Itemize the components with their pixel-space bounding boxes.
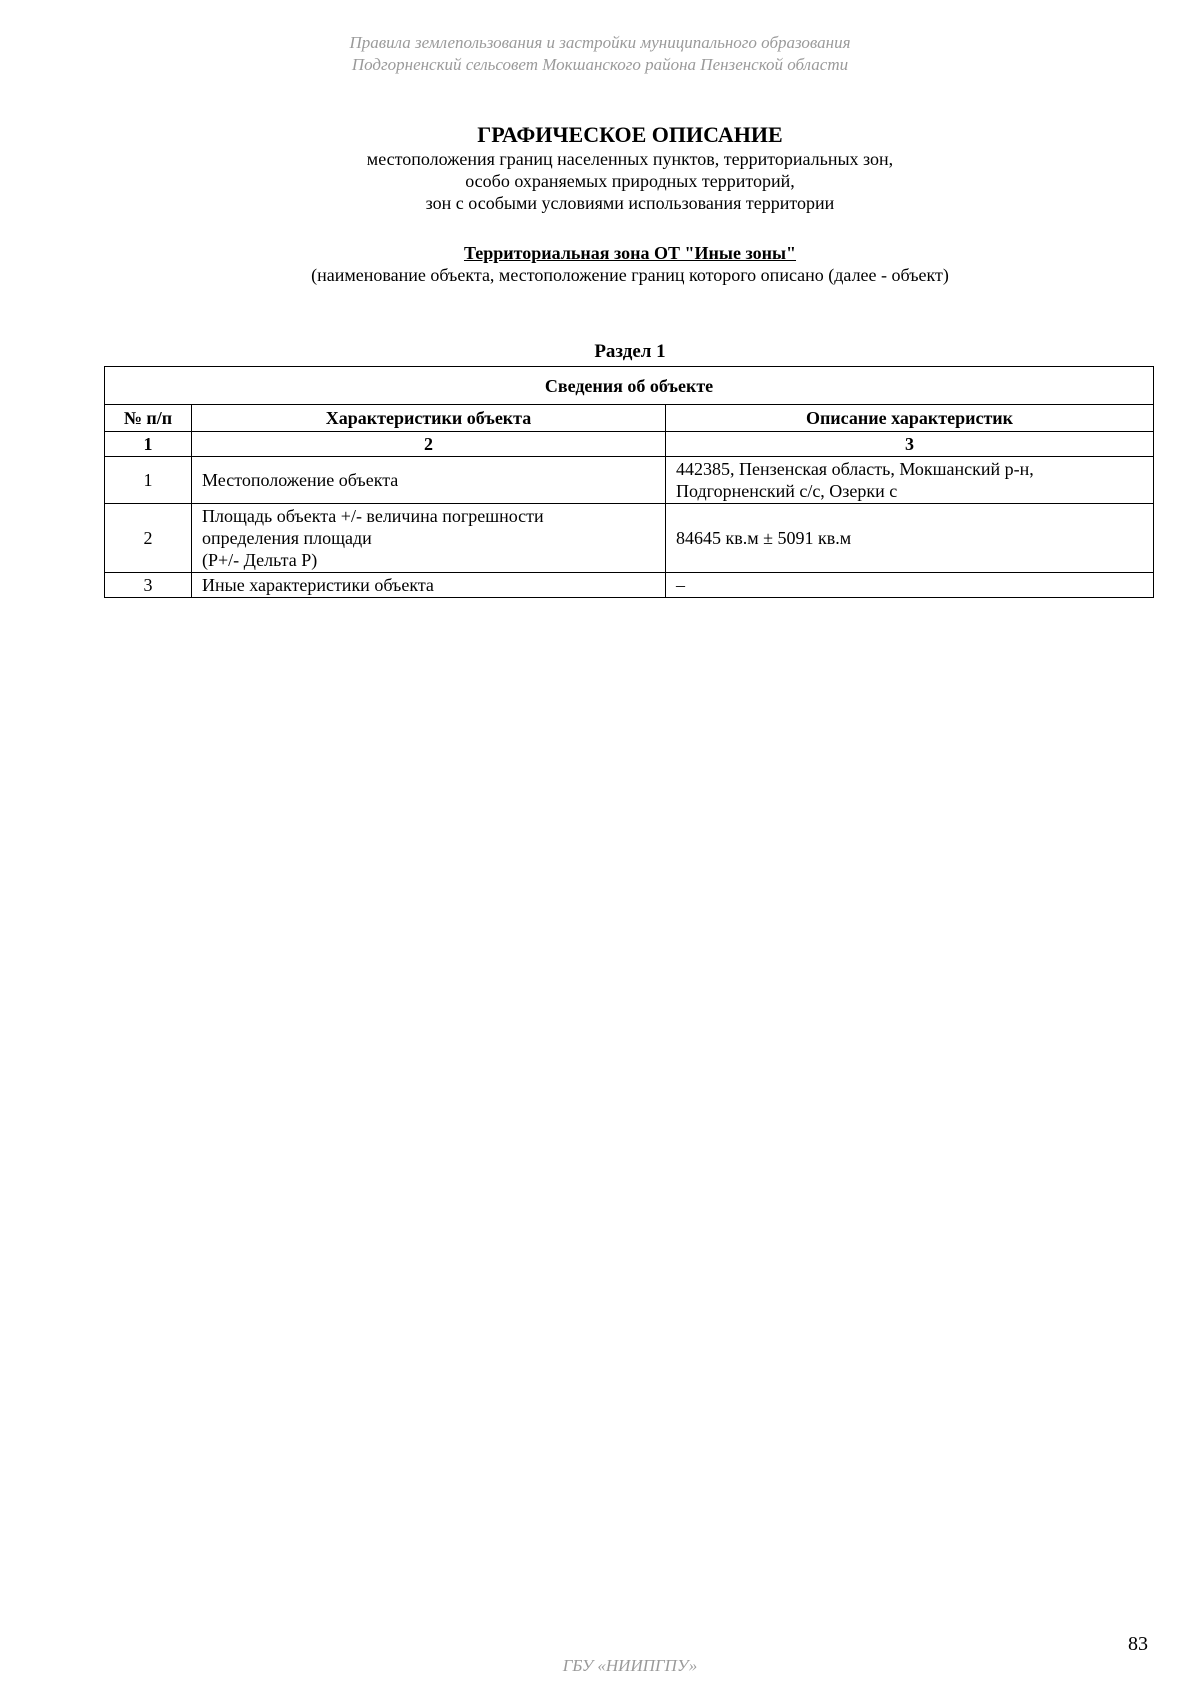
header-line-2: Подгорненский сельсовет Мокшанского района Пензенской области (351, 55, 849, 74)
header-cell-number: № п/п (105, 405, 192, 432)
row-description-line: 84645 кв.м ± 5091 кв.м (676, 528, 852, 548)
row-description-line: 442385, Пензенская область, Мокшанский р-н, (676, 459, 1034, 479)
table-row (105, 573, 1154, 598)
header-cell-description: Описание характеристик (666, 405, 1154, 432)
row-characteristic-line: Иные характеристики объекта (202, 575, 434, 595)
table-row (105, 457, 1154, 504)
page-header (0, 32, 1200, 76)
table-header-row (105, 405, 1154, 432)
object-info-table (104, 366, 1154, 598)
document-title: ГРАФИЧЕСКОЕ ОПИСАНИЕ (477, 122, 783, 147)
zone-note: (наименование объекта, местоположение границ которого описано (далее - объект) (311, 265, 949, 285)
column-number-2: 2 (192, 432, 666, 457)
row-description-line: – (676, 575, 685, 595)
row-characteristic-line: определения площади (202, 528, 372, 548)
column-number-1: 1 (105, 432, 192, 457)
column-number-3: 3 (666, 432, 1154, 457)
document-subtitle-line-1: местоположения границ населенных пунктов, территориальных зон, (366, 149, 894, 169)
row-description-line: Подгорненский с/с, Озерки с (676, 481, 898, 501)
page-number: 83 (1128, 1633, 1148, 1655)
row-number: 1 (105, 457, 192, 504)
zone-name: Территориальная зона ОТ "Иные зоны" (463, 243, 797, 263)
document-subtitle-line-3: зон с особыми условиями использования территории (425, 193, 835, 213)
row-characteristic-line: Местоположение объекта (202, 470, 399, 490)
document-heading (0, 122, 1200, 214)
header-line-1: Правила землепользования и застройки муниципального образования (349, 33, 851, 52)
table-caption: Сведения об объекте (105, 367, 1154, 405)
column-number-row (105, 432, 1154, 457)
row-description (666, 457, 1154, 504)
table-caption-row (105, 367, 1154, 405)
row-characteristic (192, 457, 666, 504)
zone-block (0, 242, 1200, 286)
row-characteristic (192, 504, 666, 573)
row-characteristic (192, 573, 666, 598)
row-description (666, 573, 1154, 598)
row-description (666, 504, 1154, 573)
row-characteristic-line: Площадь объекта +/- величина погрешности (202, 506, 544, 526)
document-subtitle-line-2: особо охраняемых природных территорий, (465, 171, 795, 191)
row-characteristic-line: (Р+/- Дельта Р) (202, 550, 318, 570)
row-number: 3 (105, 573, 192, 598)
header-cell-characteristic: Характеристики объекта (192, 405, 666, 432)
page-footer: ГБУ «НИИПГПУ» (562, 1656, 698, 1675)
table-row (105, 504, 1154, 573)
section-title: Раздел 1 (594, 341, 666, 362)
row-number: 2 (105, 504, 192, 573)
